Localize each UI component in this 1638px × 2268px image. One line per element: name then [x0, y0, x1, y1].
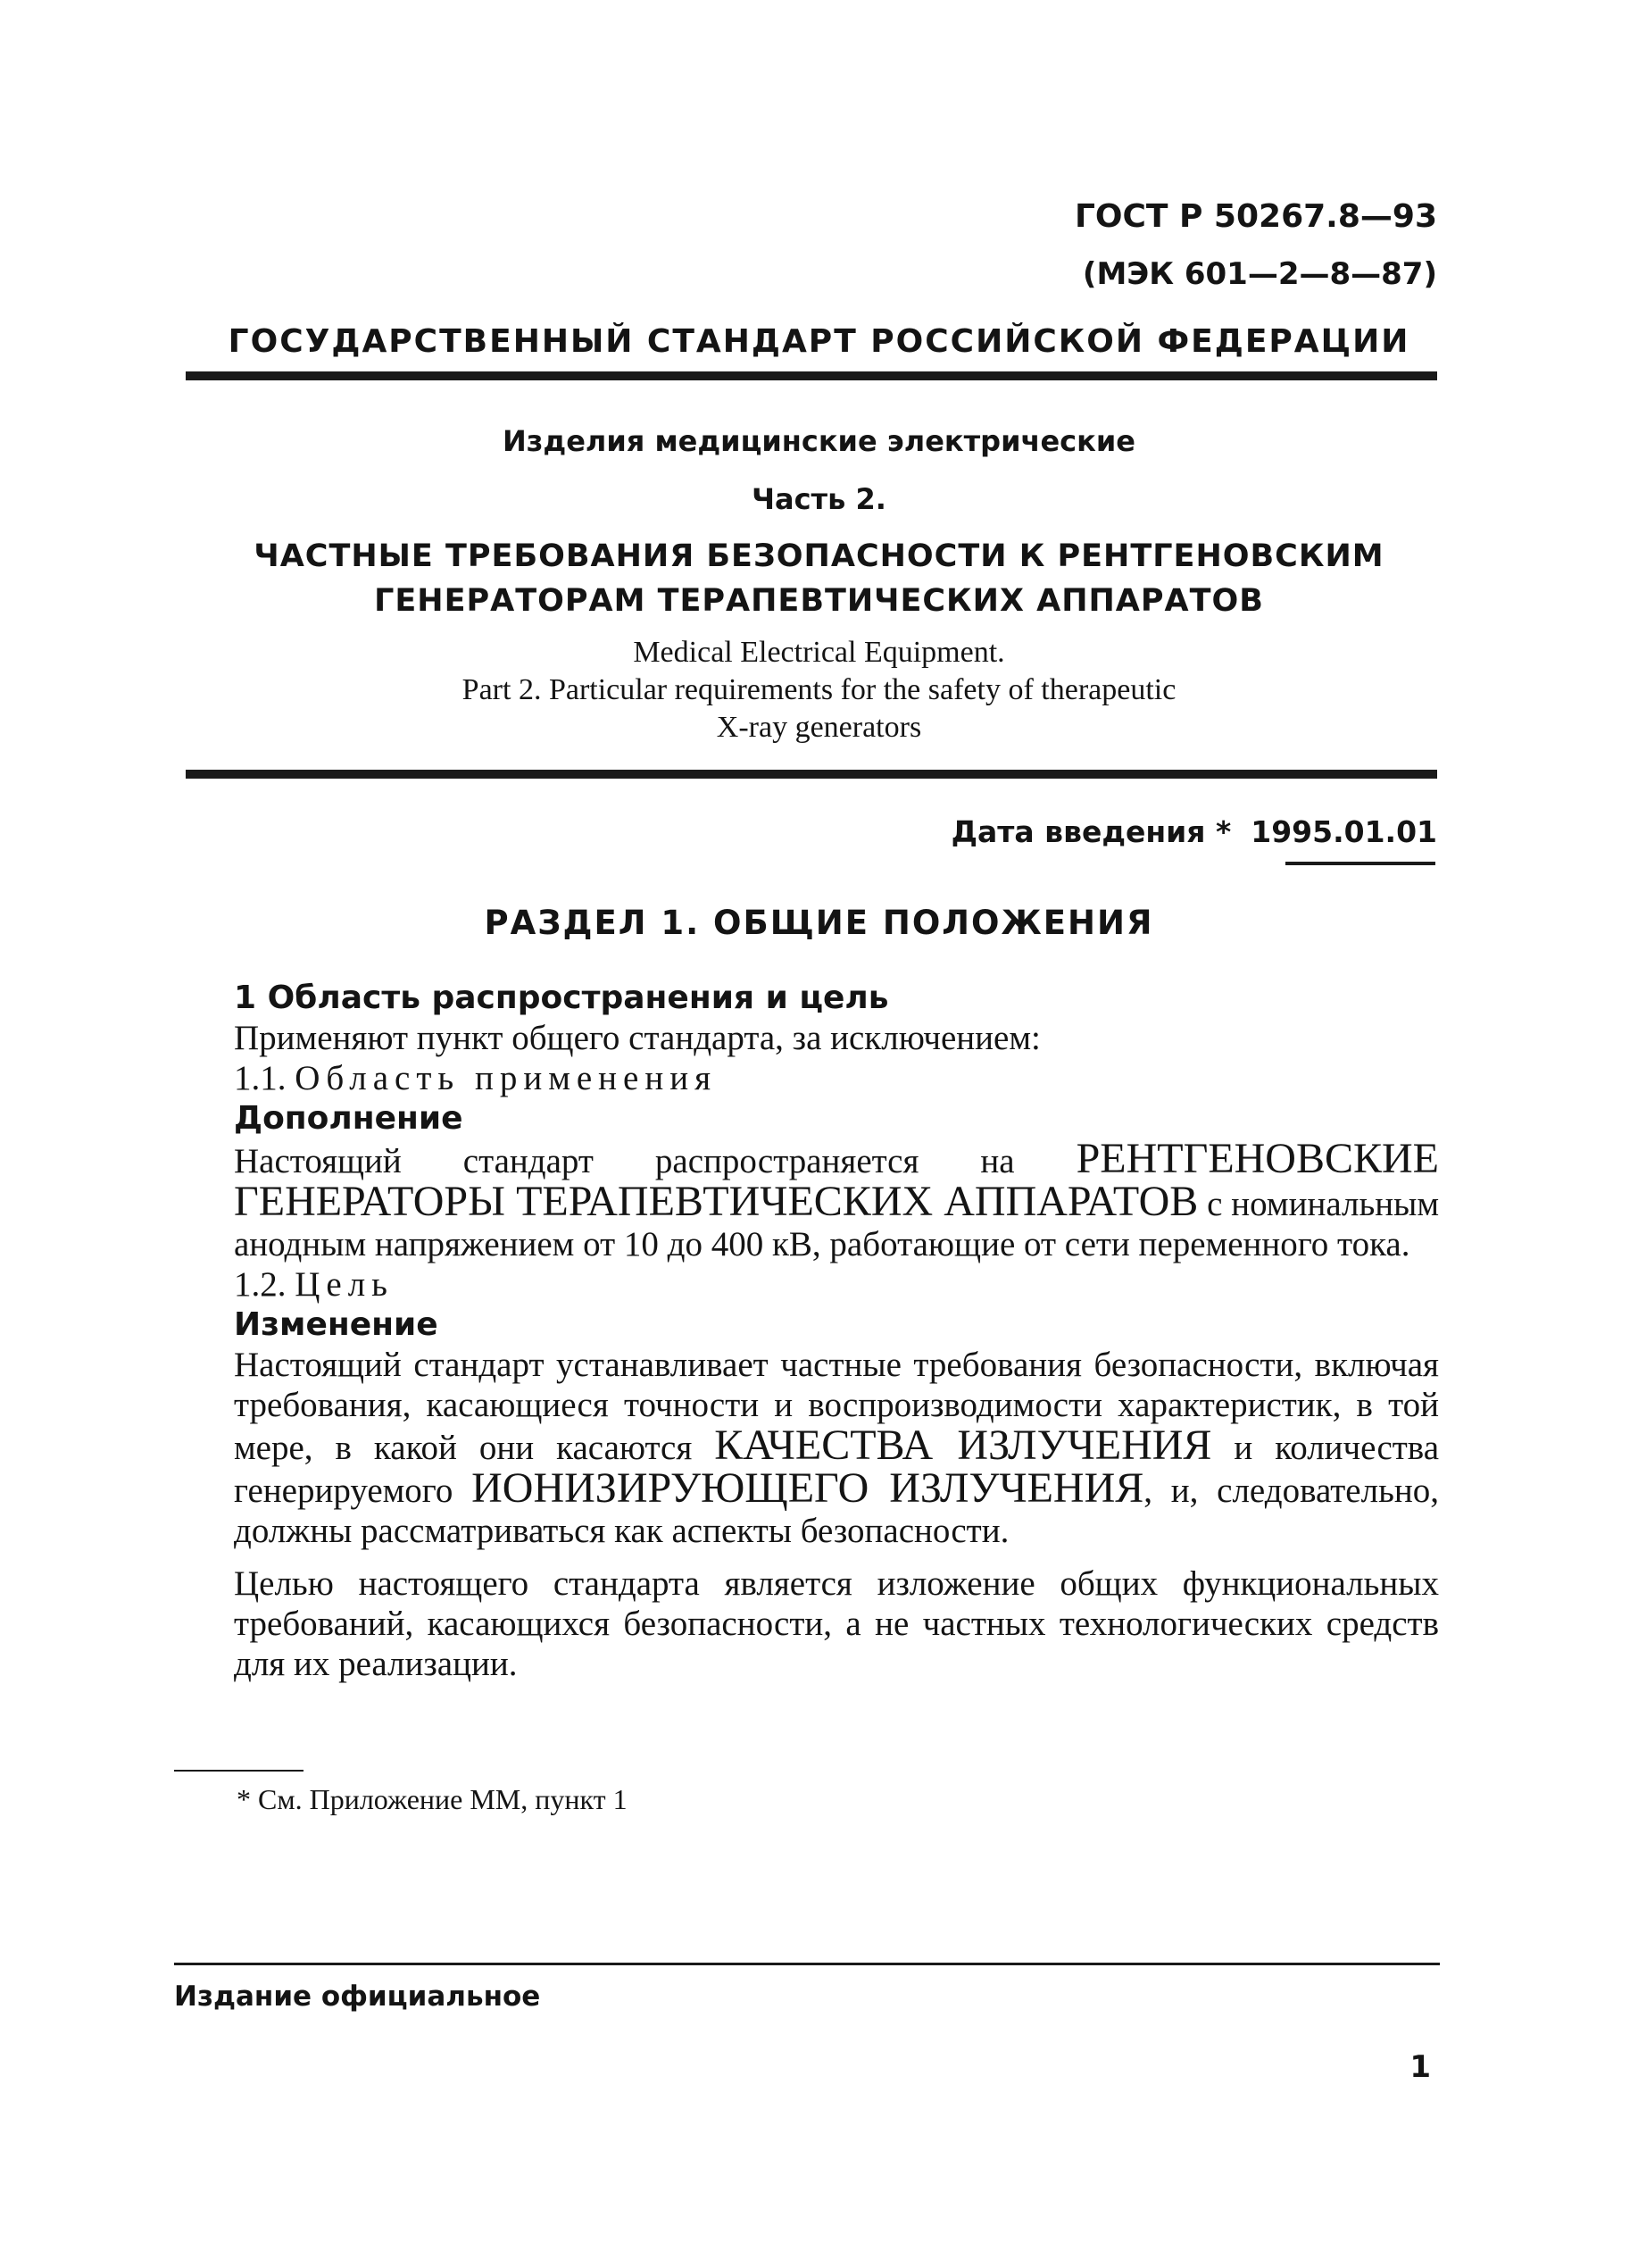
introduction-date-value: 1995.01.01: [1251, 814, 1437, 849]
clause-1-2-number: 1.2.: [234, 1265, 287, 1304]
footer-rule: [174, 1963, 1440, 1965]
change-paragraph: [234, 1345, 1439, 1551]
change-text-2: и количества генерируемого: [234, 1429, 1440, 1510]
change-term-2: ИОНИЗИРУЮЩЕГО ИЗЛУЧЕНИЯ: [471, 1464, 1144, 1512]
addition-text-2: с номинальным анодным напряжением от 10 до 400 кВ, работающие от сети переменного тока.: [234, 1185, 1440, 1263]
introduction-date-label: Дата введения *: [951, 814, 1232, 849]
section-heading: РАЗДЕЛ 1. ОБЩИЕ ПОЛОЖЕНИЯ: [484, 904, 1154, 942]
title-english-line-2: Part 2. Particular requirements for the safety of therapeutic: [461, 673, 1177, 706]
title-rule: [186, 770, 1437, 779]
title-english-line-3: X-ray generators: [716, 711, 922, 744]
title-main-line-2: ГЕНЕРАТОРАМ ТЕРАПЕВТИЧЕСКИХ АППАРАТОВ: [374, 583, 1264, 619]
standard-number: ГОСТ Р 50267.8—93: [1074, 198, 1437, 235]
clause-1-title: 1 Область распространения и цель: [234, 980, 889, 1016]
clause-1-2-heading: [234, 1264, 1439, 1305]
title-main-line-1: ЧАСТНЫЕ ТРЕБОВАНИЯ БЕЗОПАСНОСТИ К РЕНТГЕНОВСКИМ: [254, 538, 1384, 574]
addition-text-1: Настоящий стандарт распространяется на: [234, 1142, 1015, 1180]
body-text: [234, 978, 1439, 1684]
iec-number: (МЭК 601—2—8—87): [1082, 256, 1437, 292]
title-line-1: Изделия медицинские электрические: [503, 424, 1135, 458]
header-rule: [186, 371, 1437, 380]
purpose-paragraph: Целью настоящего стандарта является изложение общих функциональных требований, касающихся безопасности, а не частных технологических средств для их реализации.: [234, 1564, 1439, 1683]
clause-1-text: Применяют пункт общего стандарта, за исключением:: [234, 1019, 1041, 1057]
title-english-line-1: Medical Electrical Equipment.: [633, 636, 1005, 669]
title-line-2: Часть 2.: [752, 482, 886, 516]
footnote: * См. Приложение ММ, пункт 1: [237, 1783, 628, 1815]
introduction-date: [952, 814, 1437, 849]
footnote-rule: [174, 1770, 303, 1772]
date-underline: [1285, 862, 1435, 865]
state-standard-heading: ГОСУДАРСТВЕННЫЙ СТАНДАРТ РОССИЙСКОЙ ФЕДЕРАЦИИ: [228, 323, 1410, 360]
title-english: [0, 634, 1638, 746]
page-number: 1: [1409, 2049, 1431, 2085]
clause-1-1-heading: [234, 1058, 1439, 1098]
change-label: Изменение: [234, 1306, 438, 1343]
addition-paragraph: [234, 1135, 1440, 1264]
change-text-1: Настоящий стандарт устанавливает частные требования безопасности, включая требования, касающиеся точности и воспроизводимости характеристик, в той мере, в какой они касаются: [234, 1346, 1439, 1467]
change-term-1: КАЧЕСТВА ИЗЛУЧЕНИЯ: [714, 1422, 1212, 1469]
clause-1-2-title: Цель: [295, 1265, 394, 1304]
change-text-3: , и, следовательно, должны рассматриваться как аспекты безопасности.: [234, 1472, 1439, 1550]
clause-1-1-title: Область применения: [295, 1059, 718, 1097]
addition-term: РЕНТГЕНОВСКИЕ ГЕНЕРАТОРЫ ТЕРАПЕВТИЧЕСКИХ АППАРАТОВ: [234, 1135, 1439, 1225]
addition-label: Дополнение: [234, 1100, 463, 1137]
clause-1-1-number: 1.1.: [234, 1059, 287, 1097]
title-main: [0, 534, 1638, 623]
edition-label: Издание официальное: [174, 1980, 541, 2013]
